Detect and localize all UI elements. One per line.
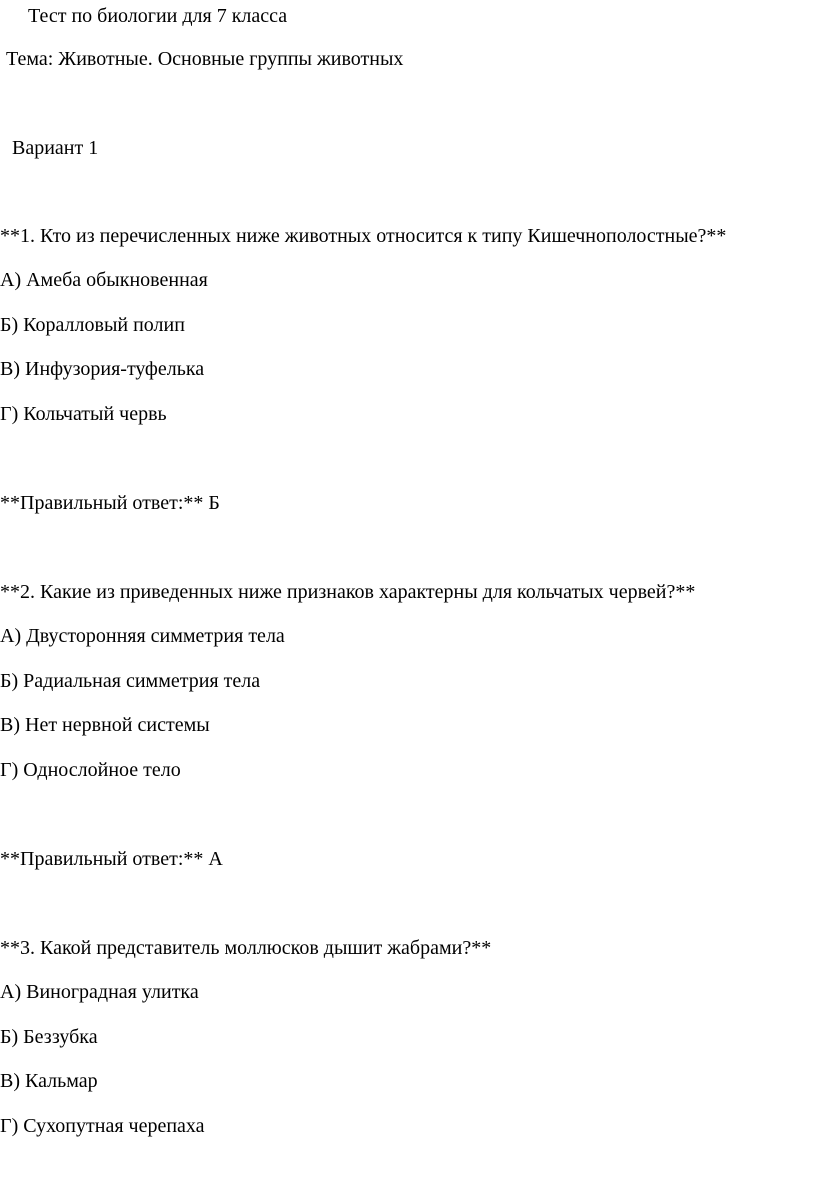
question-1-answer: **Правильный ответ:** Б [0, 492, 220, 514]
question-2-option-d: Г) Однослойное тело [0, 759, 181, 781]
test-title: Тест по биологии для 7 класса [28, 5, 288, 27]
question-3-option-b: Б) Беззубка [0, 1026, 98, 1048]
question-1-option-d: Г) Кольчатый червь [0, 403, 167, 425]
question-2-option-b: Б) Радиальная симметрия тела [0, 670, 261, 692]
test-variant: Вариант 1 [12, 137, 99, 159]
question-2-answer: **Правильный ответ:** А [0, 848, 223, 870]
question-3-option-c: В) Кальмар [0, 1070, 98, 1092]
question-3-option-d: Г) Сухопутная черепаха [0, 1115, 205, 1137]
question-2-option-a: А) Двусторонняя симметрия тела [0, 625, 285, 647]
question-3-text: **3. Какой представитель моллюсков дышит жабрами?** [0, 937, 492, 959]
question-2-option-c: В) Нет нервной системы [0, 714, 210, 736]
question-1-text: **1. Кто из перечисленных ниже животных относится к типу Кишечнополостные?** [0, 225, 727, 247]
question-3-option-a: А) Виноградная улитка [0, 981, 199, 1003]
question-1-option-a: А) Амеба обыкновенная [0, 269, 208, 291]
question-1-option-b: Б) Коралловый полип [0, 314, 185, 336]
question-2-text: **2. Какие из приведенных ниже признаков характерны для кольчатых червей?** [0, 581, 696, 603]
question-1-option-c: В) Инфузория-туфелька [0, 358, 205, 380]
test-topic: Тема: Животные. Основные группы животных [6, 48, 404, 70]
